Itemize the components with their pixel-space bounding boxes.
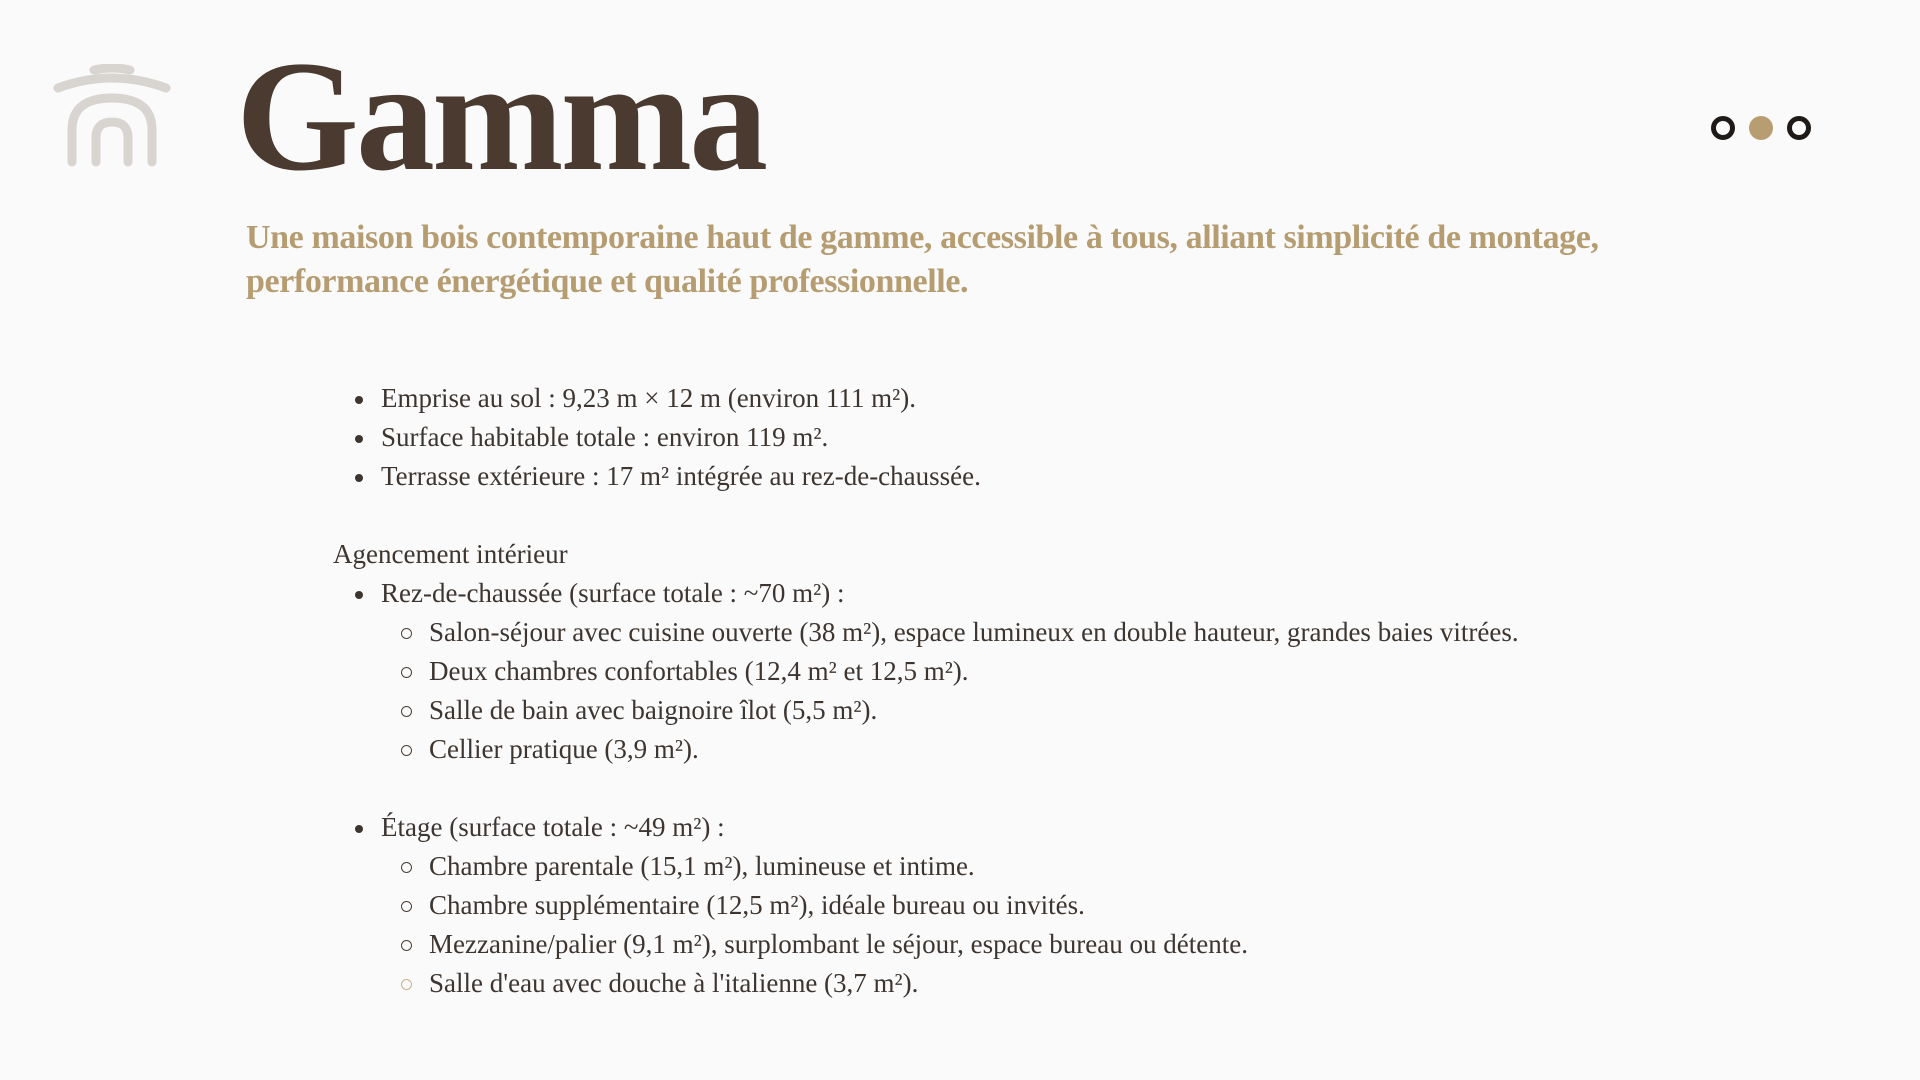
list-item: Salon-séjour avec cuisine ouverte (38 m²), espace lumineux en double hauteur, grandes baies vitrées.: [381, 613, 1833, 652]
list-item: Cellier pratique (3,9 m²).: [381, 730, 1833, 769]
floor-label: Rez-de-chaussée (surface totale : ~70 m²) :: [381, 578, 845, 608]
room-list: [381, 613, 1833, 769]
floor-label: Étage (surface totale : ~49 m²) :: [381, 812, 725, 842]
list-item: Terrasse extérieure : 17 m² intégrée au rez-de-chaussée.: [333, 457, 1833, 496]
page-title: Gamma: [236, 29, 766, 204]
list-item: Salle de bain avec baignoire îlot (5,5 m²).: [381, 691, 1833, 730]
room-list: [381, 847, 1833, 1003]
summary-list: [333, 379, 1833, 496]
floor-list: [333, 574, 1833, 769]
slide-pager: [1711, 116, 1811, 140]
list-item: Emprise au sol : 9,23 m × 12 m (environ 111 m²).: [333, 379, 1833, 418]
list-item: Surface habitable totale : environ 119 m².: [333, 418, 1833, 457]
pager-dot[interactable]: [1787, 116, 1811, 140]
list-item: Deux chambres confortables (12,4 m² et 12,5 m²).: [381, 652, 1833, 691]
list-item: Mezzanine/palier (9,1 m²), surplombant le séjour, espace bureau ou détente.: [381, 925, 1833, 964]
list-item: Chambre supplémentaire (12,5 m²), idéale bureau ou invités.: [381, 886, 1833, 925]
arch-logo-icon: [52, 64, 172, 168]
page-subtitle: Une maison bois contemporaine haut de gamme, accessible à tous, alliant simplicité de montage, performance énergétique et qualité professionnelle.: [246, 219, 1599, 300]
list-item: Salle d'eau avec douche à l'italienne (3,7 m²).: [381, 964, 1833, 1003]
content-body: [333, 379, 1833, 1003]
floor-item-upper: [333, 808, 1833, 1003]
floor-item-ground: [333, 574, 1833, 769]
pager-dot-active[interactable]: [1749, 116, 1773, 140]
list-item: Chambre parentale (15,1 m²), lumineuse et intime.: [381, 847, 1833, 886]
floor-list-upper: [333, 808, 1833, 1003]
layout-heading: Agencement intérieur: [333, 539, 568, 569]
pager-dot[interactable]: [1711, 116, 1735, 140]
